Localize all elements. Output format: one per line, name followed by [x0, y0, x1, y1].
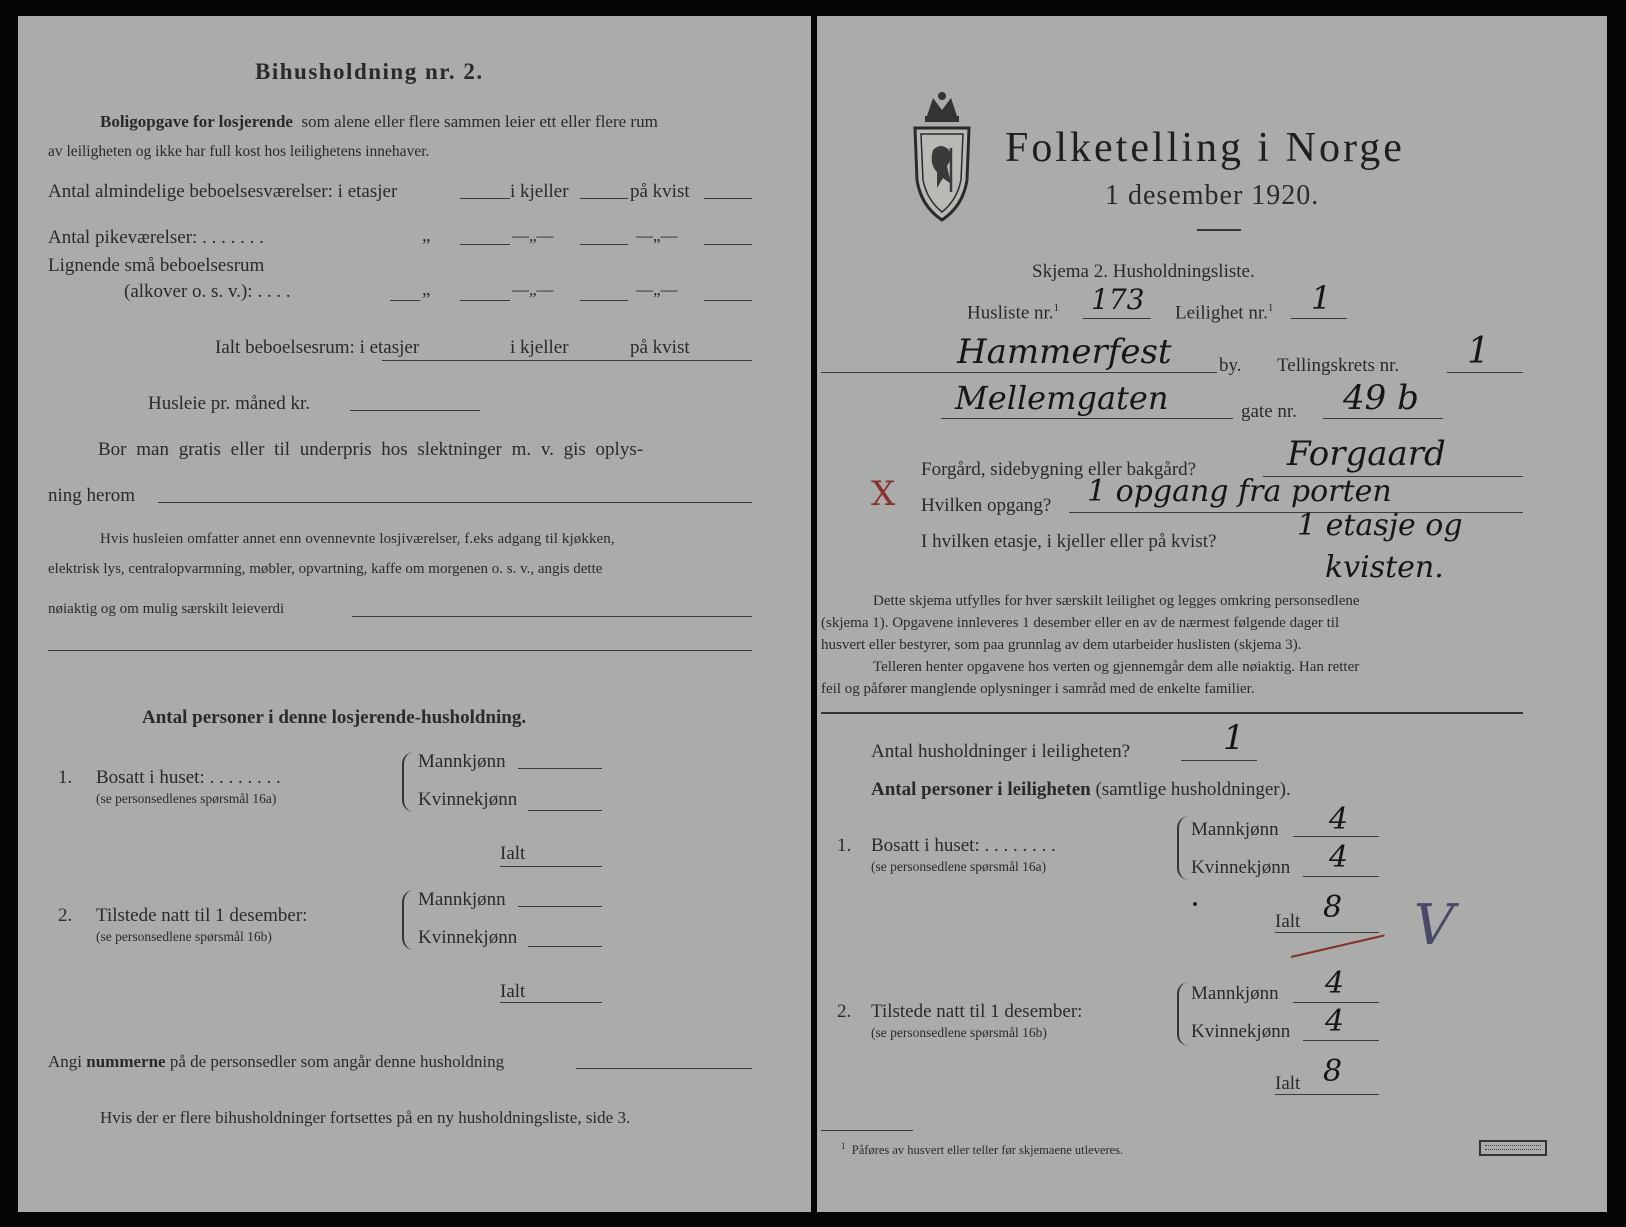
forgard-value: Forgaard [1287, 434, 1446, 474]
left-tilstede-brace [402, 890, 414, 950]
leilighet-label: Leilighet nr.$^1$ [1175, 302, 1274, 324]
left-bosatt-kvinne-line [528, 810, 602, 811]
right-tilstede-num: 2. [837, 1001, 852, 1022]
gratis-line-2: ning herom [48, 485, 136, 506]
left-tilstede-mann-line [518, 906, 602, 907]
gate-label: gate nr. [1241, 401, 1297, 422]
angi-bold: nummerne [86, 1052, 166, 1071]
printer-stamp-icon [1479, 1140, 1547, 1156]
right-bosatt-sub: (se personsedlene spørsmål 16a) [871, 859, 1047, 874]
left-bosatt-mann-label: Mannkjønn [418, 751, 506, 772]
lignende-ditto: „ [422, 279, 431, 300]
right-bosatt-num: 1. [837, 835, 852, 856]
husleie-line [350, 410, 480, 411]
gratis-line [158, 502, 752, 503]
lignende-line-2: (alkover o. s. v.): . . . . [124, 281, 291, 302]
ialt-rooms-label: Ialt beboelsesrum: i etasjer [215, 337, 420, 358]
ialt-kvist-label: på kvist [630, 337, 690, 358]
rooms-kvist-label: på kvist [630, 181, 690, 202]
right-page [817, 16, 1607, 1212]
gate-nr-value: 49 b [1343, 378, 1419, 418]
right-persons-heading: Antal personer i leiligheten (samtlige husholdninger). [871, 779, 1291, 800]
right-title: Folketelling i Norge [1005, 125, 1405, 171]
leilighet-footnote-mark: 1 [1267, 302, 1274, 314]
lignende-line-3b [704, 300, 752, 301]
left-persons-heading: Antal personer i denne losjerende-husholdning. [142, 707, 527, 728]
right-tilstede-sub: (se personsedlene spørsmål 16b) [871, 1025, 1047, 1040]
right-bosatt-brace [1177, 816, 1189, 880]
left-bosatt-kvinne-label: Kvinnekjønn [418, 789, 518, 810]
left-page [18, 16, 811, 1212]
gate-line [941, 418, 1233, 419]
flere-text: Hvis der er flere bihusholdninger fortsettes på en ny husholdningsliste, side 3. [100, 1108, 631, 1127]
rooms-kvist-line [704, 198, 752, 199]
pikevaerelser-ditto-2: —„— [512, 226, 554, 245]
right-bosatt-ialt-line [1275, 932, 1379, 933]
right-bosatt-mann-value: 4 [1329, 802, 1349, 837]
footnote: $^1$ Påføres av husvert eller teller før skjemaene utleveres. [841, 1141, 1124, 1158]
husholdninger-value: 1 [1223, 718, 1245, 758]
right-bosatt-kvinne-line [1303, 876, 1379, 877]
right-bosatt-mann-label: Mannkjønn [1191, 819, 1279, 840]
margin-x-mark: X [871, 474, 896, 514]
husliste-value: 173 [1091, 283, 1145, 316]
by-line [821, 372, 1217, 373]
right-bosatt-kvinne-value: 4 [1329, 840, 1349, 875]
left-bosatt-brace [402, 752, 414, 812]
right-tilstede-kvinne-line [1303, 1040, 1379, 1041]
instr-line-4: Telleren henter opgavene hos verten og gjennemgår dem alle nøiaktig. Han retter [873, 659, 1360, 675]
lignende-line-0 [390, 300, 420, 301]
etasje-label: I hvilken etasje, i kjeller eller på kvist? [921, 531, 1217, 552]
left-title: Bihusholdning nr. 2. [255, 59, 484, 84]
lignende-line-1b [460, 300, 510, 301]
pikevaerelser-line-2 [580, 244, 628, 245]
gate-value: Mellemgaten [955, 379, 1169, 417]
left-tilstede-num: 2. [58, 905, 73, 926]
left-tilstede-ialt-label: Ialt [500, 981, 526, 1002]
right-bosatt-ialt-value: 8 [1323, 890, 1343, 925]
leilighet-value: 1 [1311, 279, 1332, 317]
rooms-kjeller-label: i kjeller [510, 181, 569, 202]
lignende-line-1: Lignende små beboelsesrum [48, 255, 265, 276]
right-tilstede-brace [1177, 982, 1189, 1046]
leieverdi-line [352, 616, 752, 617]
right-tilstede-ialt-value: 8 [1323, 1054, 1343, 1089]
intro-line-2: av leiligheten og ikke har full kost hos leilighetens innehaver. [48, 143, 430, 160]
left-bosatt-label: Bosatt i huset: . . . . . . . . [96, 767, 281, 788]
right-bosatt-mann-line [1293, 836, 1379, 837]
omfatter-line-1: Hvis husleien omfatter annet enn ovennevnte losjiværelser, f.eks adgang til kjøkken, [100, 531, 615, 547]
husliste-footnote-mark: 1 [1053, 302, 1060, 314]
left-tilstede-label: Tilstede natt til 1 desember: [96, 905, 308, 926]
left-bosatt-num: 1. [58, 767, 73, 788]
rooms-etasjer-line [460, 198, 510, 199]
right-tilstede-label: Tilstede natt til 1 desember: [871, 1001, 1083, 1022]
husholdninger-label: Antal husholdninger i leiligheten? [871, 741, 1131, 762]
right-tilstede-mann-value: 4 [1325, 966, 1345, 1001]
husholdninger-line [1181, 760, 1257, 761]
omfatter-line-3: nøiaktig og om mulig særskilt leieverdi [48, 601, 285, 617]
lignende-ditto-3: —„— [636, 280, 678, 299]
intro-line-1 [100, 110, 658, 134]
skjema-label: Skjema 2. Husholdningsliste. [1032, 261, 1255, 282]
right-tilstede-mann-label: Mannkjønn [1191, 983, 1279, 1004]
husliste-line [1083, 318, 1151, 319]
opgang-label: Hvilken opgang? [921, 495, 1052, 516]
left-bosatt-sub: (se personsedlenes spørsmål 16a) [96, 791, 277, 806]
right-tilstede-ialt-line [1275, 1094, 1379, 1095]
left-bosatt-mann-line [518, 768, 602, 769]
by-label: by. [1219, 355, 1242, 376]
right-bosatt-label: Bosatt i huset: . . . . . . . . [871, 835, 1056, 856]
instr-line-3: husvert eller bestyrer, som paa grunnlag av dem utarbeider huslisten (skjema 3). [821, 637, 1302, 653]
ink-dot [1193, 902, 1197, 906]
leilighet-line [1291, 318, 1347, 319]
left-tilstede-kvinne-label: Kvinnekjønn [418, 927, 518, 948]
left-bosatt-ialt-label: Ialt [500, 843, 526, 864]
tellingskrets-line [1447, 372, 1523, 373]
ialt-sum-rule [382, 360, 752, 361]
gratis-line-1: Bor man gratis eller til underpris hos slektninger m. v. gis oplys- [98, 439, 644, 460]
left-tilstede-mann-label: Mannkjønn [418, 889, 506, 910]
rooms-label: Antal almindelige beboelsesværelser: i etasjer [48, 181, 398, 202]
instructions-divider [821, 712, 1523, 714]
angi-pre: Angi [48, 1052, 82, 1071]
pikevaerelser-line-3 [704, 244, 752, 245]
opgang-value: 1 opgang fra porten [1087, 474, 1392, 509]
husliste-label: Husliste nr.$^1$ [967, 302, 1060, 324]
forgard-label: Forgård, sidebygning eller bakgård? [921, 459, 1197, 480]
angi-line-rule [576, 1068, 752, 1069]
footnote-rule [821, 1130, 913, 1131]
right-tilstede-kvinne-value: 4 [1325, 1004, 1345, 1039]
left-tilstede-kvinne-line [528, 946, 602, 947]
left-tilstede-ialt-line [500, 1002, 602, 1003]
intro-bold: Boligopgave for losjerende [100, 112, 293, 131]
instr-line-5: feil og påfører manglende oplysninger i samråd med de enkelte familier. [821, 681, 1255, 697]
omfatter-line-2: elektrisk lys, centralopvarmning, møbler, opvartning, kaffe om morgenen o. s. v., angis dette [48, 561, 603, 577]
etasje-value-2: kvisten. [1325, 550, 1444, 585]
pikevaerelser-label: Antal pikeværelser: . . . . . . . [48, 227, 264, 248]
tick-mark: V [1406, 893, 1461, 958]
gate-nr-line [1323, 418, 1443, 419]
right-tilstede-mann-line [1293, 1002, 1379, 1003]
intro-rest: som alene eller flere sammen leier ett eller flere rum [301, 112, 658, 131]
pikevaerelser-ditto-3: —„— [636, 226, 678, 245]
red-correction-stroke [1291, 934, 1385, 958]
right-bosatt-kvinne-label: Kvinnekjønn [1191, 857, 1291, 878]
left-bosatt-ialt-line [500, 866, 602, 867]
coat-of-arms-icon [907, 88, 977, 228]
lignende-ditto-2: —„— [512, 280, 554, 299]
husleie-label: Husleie pr. måned kr. [148, 393, 310, 414]
left-tilstede-sub: (se personsedlene spørsmål 16b) [96, 929, 272, 944]
omfatter-paragraph [48, 528, 752, 580]
by-value: Hammerfest [957, 332, 1172, 372]
right-tilstede-kvinne-label: Kvinnekjønn [1191, 1021, 1291, 1042]
instr-line-2: (skjema 1). Opgavene innleveres 1 desember eller en av de nærmest følgende dager til [821, 615, 1340, 631]
tellingskrets-label: Tellingskrets nr. [1277, 355, 1400, 376]
census-date: 1 desember 1920. [1105, 180, 1320, 211]
right-tilstede-ialt-label: Ialt [1275, 1073, 1301, 1094]
ialt-kjeller-label: i kjeller [510, 337, 569, 358]
angi-rest: på de personsedler som angår denne husholdning [169, 1052, 505, 1071]
angi-line [48, 1050, 504, 1074]
right-bosatt-ialt-label: Ialt [1275, 911, 1301, 932]
title-divider [1197, 229, 1241, 231]
rooms-kjeller-line [580, 198, 628, 199]
pikevaerelser-line-1 [460, 244, 510, 245]
pikevaerelser-ditto: „ [422, 225, 431, 246]
instructions-paragraph [821, 590, 1523, 700]
omfatter-extra-line [48, 650, 752, 651]
lignende-line-2b [580, 300, 628, 301]
instr-line-1: Dette skjema utfylles for hver særskilt leilighet og legges omkring personsedlene [873, 593, 1360, 609]
etasje-value-1: 1 etasje og [1297, 508, 1463, 543]
tellingskrets-value: 1 [1467, 331, 1490, 372]
